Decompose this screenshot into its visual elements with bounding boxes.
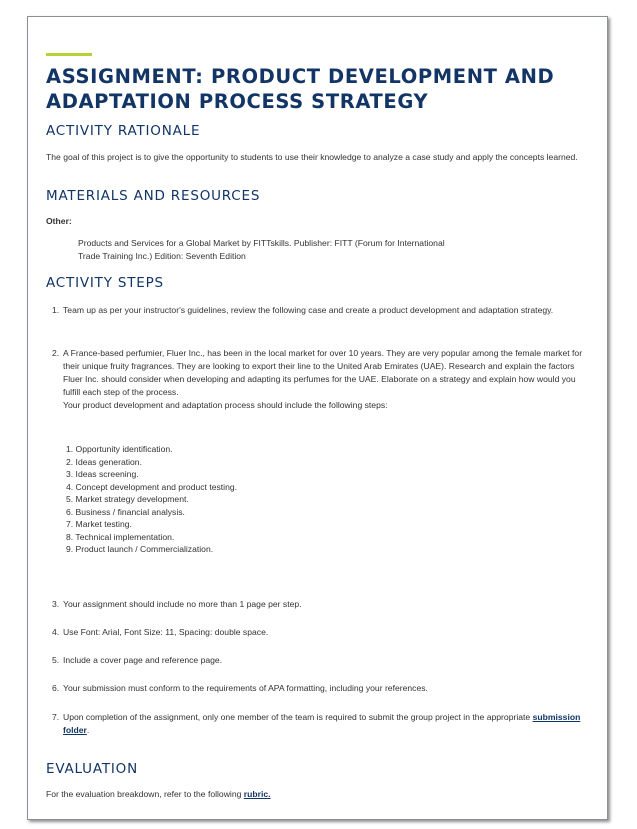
step-item-2 — [46, 347, 591, 412]
step-item-6 — [46, 682, 591, 695]
step-item-4 — [46, 626, 591, 639]
step-number: 2. — [52, 348, 60, 358]
other-label: Other: — [46, 216, 72, 226]
step-number: 5. — [52, 655, 60, 665]
list-item: 6. Business / financial analysis. — [66, 506, 185, 517]
list-item: 8. Technical implementation. — [66, 531, 175, 542]
step-number: 6. — [52, 683, 60, 693]
step-item-7 — [46, 711, 591, 737]
rubric-link[interactable]: rubric. — [243, 789, 271, 799]
list-item: 7. Market testing. — [66, 519, 132, 529]
list-item: 5. Market strategy development. — [66, 494, 189, 504]
step-item-5 — [46, 654, 591, 667]
step-text: Your submission must conform to the requirements of APA formatting, including your references. — [63, 683, 428, 693]
list-item: 4. Concept development and product testing. — [66, 481, 238, 492]
rationale-text: The goal of this project is to give the opportunity to students to use their knowledge to analyze a case study and apply the concepts learned. — [46, 152, 578, 162]
materials-heading: MATERIALS AND RESOURCES — [46, 188, 261, 204]
step-number: 3. — [52, 599, 60, 609]
step-text-before-link: Upon completion of the assignment, only one member of the team is required to submit the group project in the appropriate — [63, 712, 533, 722]
resource-line-1: Products and Services for a Global Market by FITTskills. Publisher: FITT (Forum for International — [78, 238, 445, 248]
step-text: Use Font: Arial, Font Size: 11, Spacing: double space. — [63, 627, 269, 637]
step-text: Team up as per your instructor's guidelines, review the following case and create a product development and adaptation strategy. — [63, 305, 554, 315]
list-item: 2. Ideas generation. — [66, 456, 142, 467]
list-item: 1. Opportunity identification. — [66, 444, 173, 454]
step-number: 7. — [52, 712, 60, 722]
list-item: 9. Product launch / Commercialization. — [66, 544, 214, 554]
step-text: A France-based perfumier, Fluer Inc., has been in the local market for over 10 years. They are very popular among the female market for their unique fruity fragrances. They are looking to export their line to the United Arab Emirates (UAE). Research and explain the factors Fluer Inc. should consider when developing and adapting its perfumes for the UAE. Elaborate on a strategy and explain how would you fulfill each step of the process. — [63, 348, 583, 397]
list-item: 3. Ideas screening. — [66, 469, 139, 479]
evaluation-heading: EVALUATION — [46, 761, 139, 777]
activity-rationale-heading: ACTIVITY RATIONALE — [46, 123, 201, 139]
document-page — [27, 16, 608, 820]
evaluation-text-before-link: For the evaluation breakdown, refer to the following — [46, 789, 244, 799]
step-number: 4. — [52, 627, 60, 637]
step-text — [63, 711, 591, 737]
step-text-continued: Your product development and adaptation process should include the following steps: — [63, 400, 388, 410]
step-item-3 — [46, 598, 591, 611]
step-text: Your assignment should include no more than 1 page per step. — [63, 599, 302, 609]
step-text-after-link: . — [86, 725, 90, 735]
activity-steps-heading: ACTIVITY STEPS — [46, 275, 164, 291]
step-text: Include a cover page and reference page. — [63, 655, 223, 665]
resource-line-2: Trade Training Inc.) Edition: Seventh Edition — [78, 251, 246, 261]
step-item-1 — [46, 304, 591, 317]
process-steps-list — [66, 443, 237, 556]
title-accent-bar — [46, 53, 92, 56]
assignment-title: ASSIGNMENT: PRODUCT DEVELOPMENT AND ADAPTATION PROCESS STRATEGY — [46, 65, 555, 113]
step-number: 1. — [52, 305, 60, 315]
submission-folder-link[interactable]: submission folder — [63, 712, 581, 735]
evaluation-text — [46, 788, 591, 801]
